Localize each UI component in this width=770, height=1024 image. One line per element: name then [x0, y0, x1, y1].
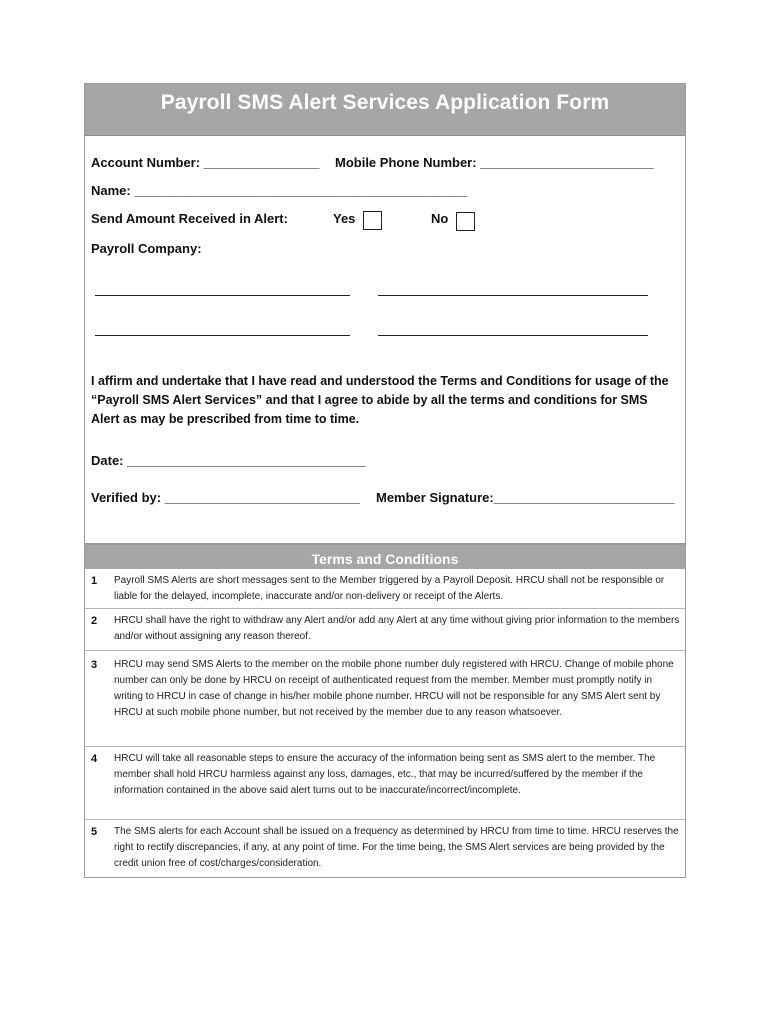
term-number: 3 [91, 659, 98, 671]
term-row [85, 609, 685, 651]
member-signature-field[interactable]: Member Signature:_________________________ [376, 490, 675, 505]
account-number-field[interactable]: Account Number: ________________ [91, 155, 320, 170]
term-number: 4 [91, 753, 98, 765]
payroll-company-line[interactable] [378, 295, 648, 296]
term-row [85, 747, 685, 820]
term-text: HRCU will take all reasonable steps to ensure the accuracy of the information being sent as SMS alert to the member. The member shall hold HRCU harmless against any loss, damages, etc., that may be incurred/suffered by the member if the information contained in the above said alert turns out to be inaccurate/incorrect/incomplete. [114, 753, 656, 796]
term-number: 2 [91, 615, 98, 627]
no-label: No [431, 211, 449, 226]
term-row [85, 820, 685, 879]
affirmation-text: I affirm and undertake that I have read and understood the Terms and Conditions for usage of the “Payroll SMS Alert Services” and that I agree to abide by all the terms and conditions for SMS Alert as may be prescribed from time to time. [91, 374, 669, 426]
term-text: The SMS alerts for each Account shall be issued on a frequency as determined by HRCU from time to time. HRCU reserves the right to rectify discrepancies, if any, at any point of time. For the time being, the SMS Alert services are being provided by the credit union free of cost/charges/consideration. [114, 826, 679, 869]
yes-checkbox[interactable] [363, 211, 382, 230]
terms-heading: Terms and Conditions [85, 545, 685, 569]
term-number: 5 [91, 826, 98, 838]
application-form [84, 83, 686, 544]
send-amount-label: Send Amount Received in Alert: [91, 211, 288, 226]
mobile-phone-field[interactable]: Mobile Phone Number: ________________________ [335, 155, 654, 170]
no-checkbox[interactable] [456, 212, 475, 231]
form-title-bar [85, 84, 685, 136]
yes-label: Yes [333, 211, 356, 226]
term-text: Payroll SMS Alerts are short messages sent to the Member triggered by a Payroll Deposit. HRCU shall not be responsible or liable for the delayed, incomplete, inaccurate and/or non-delivery or receipt of the Alerts. [114, 575, 665, 602]
payroll-company-line[interactable] [378, 335, 648, 336]
date-field[interactable]: Date: _________________________________ [91, 453, 366, 468]
payroll-company-label: Payroll Company: [91, 241, 202, 256]
term-text: HRCU may send SMS Alerts to the member on the mobile phone number duly registered with HRCU. Change of mobile phone number can only be done by HRCU on receipt of authenticated request from the member. Member must promptly notify in writing to HRCU in case of change in his/her mobile phone number. HRCU will not be responsible for any SMS Alert sent by HRCU at such mobile phone number, but not received by the member due to any reason whatsoever. [114, 659, 674, 718]
terms-table [84, 544, 686, 878]
term-number: 1 [91, 575, 98, 587]
verified-by-field[interactable]: Verified by: ___________________________ [91, 490, 360, 505]
term-row [85, 651, 685, 747]
form-title: Payroll SMS Alert Services Application Form [160, 91, 610, 114]
term-row [85, 569, 685, 609]
name-field[interactable]: Name: ______________________________________________ [91, 183, 467, 198]
payroll-company-line[interactable] [95, 335, 350, 336]
payroll-company-line[interactable] [95, 295, 350, 296]
term-text: HRCU shall have the right to withdraw any Alert and/or add any Alert at any time without giving prior information to the members and/or without assigning any reason thereof. [114, 615, 680, 642]
